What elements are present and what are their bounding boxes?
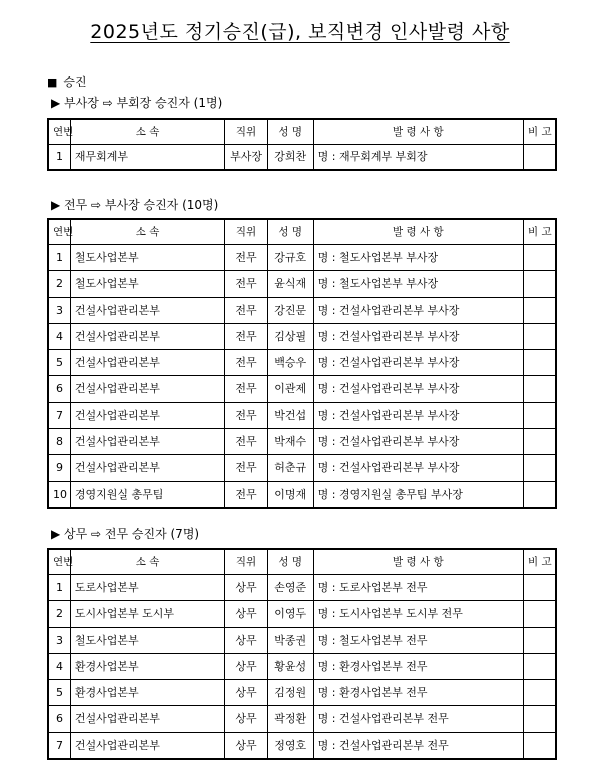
cell-order: 명 : 철도사업본부 부사장	[313, 271, 523, 297]
cell-name: 황윤성	[267, 653, 313, 679]
cell-name: 백승우	[267, 350, 313, 376]
header-order: 발 령 사 항	[313, 549, 523, 575]
cell-position: 상무	[225, 601, 268, 627]
cell-dept: 철도사업본부	[70, 271, 224, 297]
cell-note	[524, 601, 556, 627]
cell-dept: 재무회계부	[70, 145, 224, 171]
cell-position: 전무	[225, 350, 268, 376]
cell-no: 6	[48, 376, 70, 402]
cell-note	[524, 376, 556, 402]
cell-dept: 도시사업본부 도시부	[70, 601, 224, 627]
cell-note	[524, 429, 556, 455]
cell-order: 명 : 건설사업관리본부 부사장	[313, 297, 523, 323]
cell-note	[524, 350, 556, 376]
cell-no: 1	[48, 575, 70, 601]
cell-order: 명 : 건설사업관리본부 부사장	[313, 402, 523, 428]
cell-dept: 환경사업본부	[70, 653, 224, 679]
cell-position: 전무	[225, 429, 268, 455]
cell-dept: 건설사업관리본부	[70, 455, 224, 481]
cell-dept: 건설사업관리본부	[70, 732, 224, 759]
promotion-table	[47, 548, 557, 760]
cell-position: 전무	[225, 481, 268, 508]
cell-order: 명 : 건설사업관리본부 부사장	[313, 323, 523, 349]
cell-order: 명 : 환경사업본부 전무	[313, 653, 523, 679]
table-row	[48, 245, 556, 271]
header-dept: 소 속	[70, 119, 224, 145]
cell-order: 명 : 건설사업관리본부 부사장	[313, 376, 523, 402]
header-note: 비 고	[524, 549, 556, 575]
table-row	[48, 653, 556, 679]
table-row	[48, 145, 556, 171]
table-header-row	[48, 219, 556, 245]
cell-no: 7	[48, 732, 70, 759]
cell-name: 박건섭	[267, 402, 313, 428]
header-order: 발 령 사 항	[313, 219, 523, 245]
header-order: 발 령 사 항	[313, 119, 523, 145]
promotion-table	[47, 118, 557, 171]
table-row	[48, 680, 556, 706]
cell-note	[524, 323, 556, 349]
cell-position: 상무	[225, 706, 268, 732]
cell-dept: 철도사업본부	[70, 245, 224, 271]
cell-no: 4	[48, 323, 70, 349]
cell-name: 박재수	[267, 429, 313, 455]
cell-note	[524, 145, 556, 171]
cell-no: 5	[48, 350, 70, 376]
header-name: 성 명	[267, 219, 313, 245]
header-name: 성 명	[267, 549, 313, 575]
cell-dept: 건설사업관리본부	[70, 402, 224, 428]
cell-order: 명 : 건설사업관리본부 전무	[313, 732, 523, 759]
cell-position: 상무	[225, 627, 268, 653]
table-row	[48, 323, 556, 349]
cell-no: 3	[48, 297, 70, 323]
cell-position: 상무	[225, 680, 268, 706]
cell-name: 이명재	[267, 481, 313, 508]
cell-dept: 경영지원실 총무팀	[70, 481, 224, 508]
cell-order: 명 : 경영지원실 총무팀 부사장	[313, 481, 523, 508]
cell-dept: 건설사업관리본부	[70, 350, 224, 376]
cell-no: 6	[48, 706, 70, 732]
cell-name: 정영호	[267, 732, 313, 759]
cell-position: 전무	[225, 455, 268, 481]
header-position: 직위	[225, 219, 268, 245]
table-row	[48, 601, 556, 627]
header-no: 연번	[48, 549, 70, 575]
cell-no: 5	[48, 680, 70, 706]
cell-order: 명 : 철도사업본부 부사장	[313, 245, 523, 271]
table-row	[48, 402, 556, 428]
cell-name: 김상필	[267, 323, 313, 349]
group-heading: ▶ 전무 ⇨ 부사장 승진자 (10명)	[51, 198, 219, 212]
promotion-table	[47, 218, 557, 509]
table-row	[48, 575, 556, 601]
cell-no: 1	[48, 145, 70, 171]
cell-order: 명 : 환경사업본부 전무	[313, 680, 523, 706]
cell-name: 강진문	[267, 297, 313, 323]
table-header-row	[48, 119, 556, 145]
document-title: 2025년도 정기승진(급), 보직변경 인사발령 사항	[90, 21, 510, 43]
table-row	[48, 350, 556, 376]
cell-order: 명 : 건설사업관리본부 부사장	[313, 429, 523, 455]
cell-dept: 건설사업관리본부	[70, 297, 224, 323]
header-position: 직위	[225, 119, 268, 145]
header-dept: 소 속	[70, 219, 224, 245]
cell-position: 전무	[225, 271, 268, 297]
cell-dept: 건설사업관리본부	[70, 376, 224, 402]
cell-dept: 철도사업본부	[70, 627, 224, 653]
cell-name: 이영두	[267, 601, 313, 627]
cell-dept: 건설사업관리본부	[70, 323, 224, 349]
cell-order: 명 : 건설사업관리본부 부사장	[313, 455, 523, 481]
cell-name: 곽정환	[267, 706, 313, 732]
cell-position: 상무	[225, 653, 268, 679]
header-dept: 소 속	[70, 549, 224, 575]
cell-position: 전무	[225, 376, 268, 402]
section-label: 승진	[63, 75, 87, 89]
cell-position: 상무	[225, 575, 268, 601]
cell-name: 이관제	[267, 376, 313, 402]
cell-note	[524, 653, 556, 679]
cell-order: 명 : 철도사업본부 전무	[313, 627, 523, 653]
square-bullet-icon: ■	[47, 76, 58, 89]
cell-note	[524, 271, 556, 297]
cell-position: 상무	[225, 732, 268, 759]
cell-no: 2	[48, 271, 70, 297]
header-note: 비 고	[524, 219, 556, 245]
cell-dept: 건설사업관리본부	[70, 429, 224, 455]
cell-position: 전무	[225, 402, 268, 428]
table-row	[48, 376, 556, 402]
group-heading: ▶ 부사장 ⇨ 부회장 승진자 (1명)	[51, 96, 223, 110]
cell-name: 손영준	[267, 575, 313, 601]
header-name: 성 명	[267, 119, 313, 145]
cell-name: 윤식재	[267, 271, 313, 297]
cell-order: 명 : 도시사업본부 도시부 전무	[313, 601, 523, 627]
cell-no: 2	[48, 601, 70, 627]
table-row	[48, 455, 556, 481]
cell-no: 1	[48, 245, 70, 271]
cell-note	[524, 627, 556, 653]
header-no: 연번	[48, 219, 70, 245]
cell-order: 명 : 도로사업본부 전무	[313, 575, 523, 601]
cell-order: 명 : 재무회계부 부회장	[313, 145, 523, 171]
cell-name: 강희찬	[267, 145, 313, 171]
table-row	[48, 429, 556, 455]
table-row	[48, 627, 556, 653]
group-heading: ▶ 상무 ⇨ 전무 승진자 (7명)	[51, 527, 200, 541]
cell-no: 10	[48, 481, 70, 508]
cell-no: 7	[48, 402, 70, 428]
cell-dept: 도로사업본부	[70, 575, 224, 601]
table-row	[48, 732, 556, 759]
cell-no: 4	[48, 653, 70, 679]
cell-note	[524, 481, 556, 508]
cell-name: 강규호	[267, 245, 313, 271]
cell-position: 부사장	[225, 145, 268, 171]
table-row	[48, 706, 556, 732]
cell-note	[524, 732, 556, 759]
cell-dept: 건설사업관리본부	[70, 706, 224, 732]
cell-dept: 환경사업본부	[70, 680, 224, 706]
cell-note	[524, 245, 556, 271]
cell-note	[524, 455, 556, 481]
cell-note	[524, 706, 556, 732]
table-header-row	[48, 549, 556, 575]
table-row	[48, 297, 556, 323]
cell-no: 8	[48, 429, 70, 455]
cell-position: 전무	[225, 323, 268, 349]
cell-note	[524, 297, 556, 323]
header-note: 비 고	[524, 119, 556, 145]
cell-name: 허춘규	[267, 455, 313, 481]
cell-note	[524, 680, 556, 706]
cell-note	[524, 402, 556, 428]
header-no: 연번	[48, 119, 70, 145]
cell-note	[524, 575, 556, 601]
cell-no: 9	[48, 455, 70, 481]
cell-order: 명 : 건설사업관리본부 부사장	[313, 350, 523, 376]
cell-no: 3	[48, 627, 70, 653]
cell-position: 전무	[225, 297, 268, 323]
table-row	[48, 481, 556, 508]
header-position: 직위	[225, 549, 268, 575]
table-row	[48, 271, 556, 297]
cell-name: 박종권	[267, 627, 313, 653]
cell-order: 명 : 건설사업관리본부 전무	[313, 706, 523, 732]
cell-name: 김정원	[267, 680, 313, 706]
cell-position: 전무	[225, 245, 268, 271]
section-heading	[47, 73, 87, 90]
